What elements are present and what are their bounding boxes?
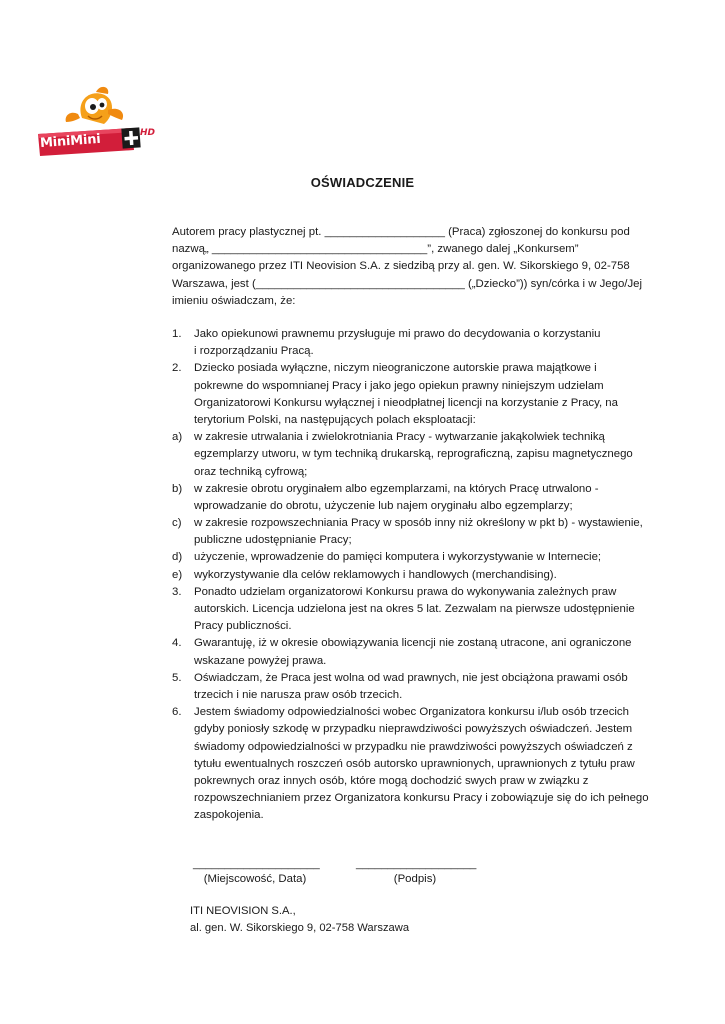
clause-line: Jako opiekunowi prawnemu przysługuje mi prawo do decydowania o korzystaniu bbox=[194, 328, 601, 340]
clause-line: użyczenie, wprowadzenie do pamięci komputera i wykorzystywanie w Internecie; bbox=[194, 551, 602, 564]
clause-item bbox=[172, 481, 652, 515]
clause-line: i rozporządzaniu Pracą. bbox=[194, 345, 314, 358]
clause-item bbox=[172, 549, 652, 566]
intro-paragraph bbox=[172, 224, 642, 310]
clause-line: egzemplarzy utworu, w tym techniką drukarską, reprograficzną, zapisu magnetycznego bbox=[194, 448, 633, 461]
clause-marker: 1. bbox=[172, 328, 182, 340]
clause-list bbox=[172, 326, 652, 824]
clause-line: wskazane powyżej prawa. bbox=[194, 654, 327, 667]
clause-marker: 4. bbox=[172, 637, 182, 650]
place-date-signature bbox=[193, 857, 320, 887]
clause-line: gdyby poniosły szkodę w przypadku nieprawdziwości powyższych oświadczeń. Jestem bbox=[194, 723, 633, 736]
clause-line: pokrewnych oraz innych osób, które mogą dochodzić swych praw w związku z bbox=[194, 774, 589, 787]
document-title: OŚWIADCZENIE bbox=[310, 175, 415, 190]
clause-marker: d) bbox=[172, 551, 183, 564]
signature-block bbox=[356, 857, 477, 887]
clause-marker: b) bbox=[172, 482, 183, 495]
company-footer bbox=[190, 903, 409, 937]
clause-marker: c) bbox=[172, 517, 182, 530]
company-address: al. gen. W. Sikorskiego 9, 02-758 Warszawa bbox=[190, 922, 410, 934]
clause-line: wprowadzanie do obrotu, użyczenie lub najem oryginału albo egzemplarzy; bbox=[194, 499, 573, 512]
clause-item bbox=[172, 360, 652, 429]
clause-line: Gwarantuję, iż w okresie obowiązywania licencji nie zostaną utracone, ani ograniczone bbox=[194, 637, 632, 650]
clause-line: zaspokojenia. bbox=[194, 809, 264, 822]
intro-line: organizowanego przez ITI Neovision S.A. z siedzibą przy al. gen. W. Sikorskiego 9, 02-758 bbox=[172, 260, 630, 273]
clause-marker: e) bbox=[172, 568, 183, 581]
clause-line: trzecich i nie narusza praw osób trzecich. bbox=[194, 688, 403, 701]
clause-item bbox=[172, 567, 652, 584]
clause-line: w zakresie rozpowszechniania Pracy w sposób inny niż określony w pkt b) - wystawienie, bbox=[194, 517, 643, 530]
clause-line: Oświadczam, że Praca jest wolna od wad prawnych, nie jest obciążona prawami osób bbox=[194, 671, 628, 684]
logo-hd-badge: HD bbox=[140, 128, 156, 138]
clause-line: Dziecko posiada wyłączne, niczym nieograniczone autorskie prawa majątkowe i bbox=[194, 362, 597, 375]
clause-line: autorskich. Licencja udzielona jest na okres 5 lat. Zezwalam na pierwsze udostępnienie bbox=[194, 603, 635, 615]
clause-item bbox=[172, 635, 652, 669]
signature-caption: (Podpis) bbox=[393, 873, 437, 885]
place-date-caption: (Miejscowość, Data) bbox=[203, 873, 307, 885]
clause-line: Organizatorowi Konkursu wyłącznej i nieodpłatnej licencji na korzystanie z Pracy, na bbox=[194, 396, 618, 409]
clause-item bbox=[172, 326, 652, 360]
intro-line: nazwą„ __________________________________”, zwanego dalej „Konkursem” bbox=[172, 243, 579, 256]
place-date-line: ____________________ bbox=[193, 858, 320, 870]
clause-line: Pracy publiczności. bbox=[194, 620, 292, 633]
intro-line: Autorem pracy plastycznej pt. ___________________ (Praca) zgłoszonej do konkursu pod bbox=[172, 226, 630, 238]
clause-marker: 3. bbox=[172, 585, 182, 598]
signature-line: ___________________ bbox=[356, 858, 477, 870]
clause-marker: 6. bbox=[172, 706, 182, 719]
clause-line: w zakresie utrwalania i zwielokrotniania Pracy - wytwarzanie jakąkolwiek techniką bbox=[194, 431, 605, 444]
clause-marker: a) bbox=[172, 431, 183, 444]
company-name: ITI NEOVISION S.A., bbox=[190, 905, 296, 917]
intro-line: Warszawa, jest (_________________________________ („Dziecko”)) syn/córka i w Jego/Jej bbox=[172, 277, 643, 290]
clause-line: w zakresie obrotu oryginałem albo egzemplarzami, na których Pracę utrwalono - bbox=[194, 482, 599, 495]
clause-item bbox=[172, 429, 652, 481]
clause-line: świadomy odpowiedzialności w przypadku nie prawdziwości powyższych oświadczeń z bbox=[194, 740, 633, 753]
clause-item bbox=[172, 584, 652, 636]
clause-item bbox=[172, 670, 652, 704]
minimini-logo bbox=[36, 84, 166, 160]
clause-line: Ponadto udzielam organizatorowi Konkursu prawa do wykonywania zależnych praw bbox=[194, 585, 617, 598]
clause-line: terytorium Polski, na następujących polach eksploatacji: bbox=[194, 413, 476, 426]
clause-line: rozpowszechnianiem przez Organizatora konkursu Pracy i zobowiązuje się do ich pełnego bbox=[194, 792, 649, 805]
clause-line: wykorzystywanie dla celów reklamowych i handlowych (merchandising). bbox=[194, 568, 557, 581]
clause-marker: 5. bbox=[172, 671, 182, 684]
clause-line: publiczne udostępnianie Pracy; bbox=[194, 534, 352, 547]
clause-marker: 2. bbox=[172, 362, 182, 375]
clause-line: Jestem świadomy odpowiedzialności wobec Organizatora konkursu i/lub osób trzecich bbox=[194, 706, 629, 719]
intro-line: imieniu oświadczam, że: bbox=[172, 294, 296, 307]
clause-item bbox=[172, 704, 652, 824]
clause-line: tytułu ewentualnych roszczeń osób autorsko uprawnionych, uprawnionych z tytułu praw bbox=[194, 757, 635, 770]
logo-brand-text: MiniMini bbox=[39, 131, 102, 152]
clause-item bbox=[172, 515, 652, 549]
clause-line: pokrewne do wspomnianej Pracy i jako jego opiekun prawny niniejszym udzielam bbox=[194, 379, 604, 392]
clause-line: oraz techniką cyfrową; bbox=[194, 465, 308, 478]
